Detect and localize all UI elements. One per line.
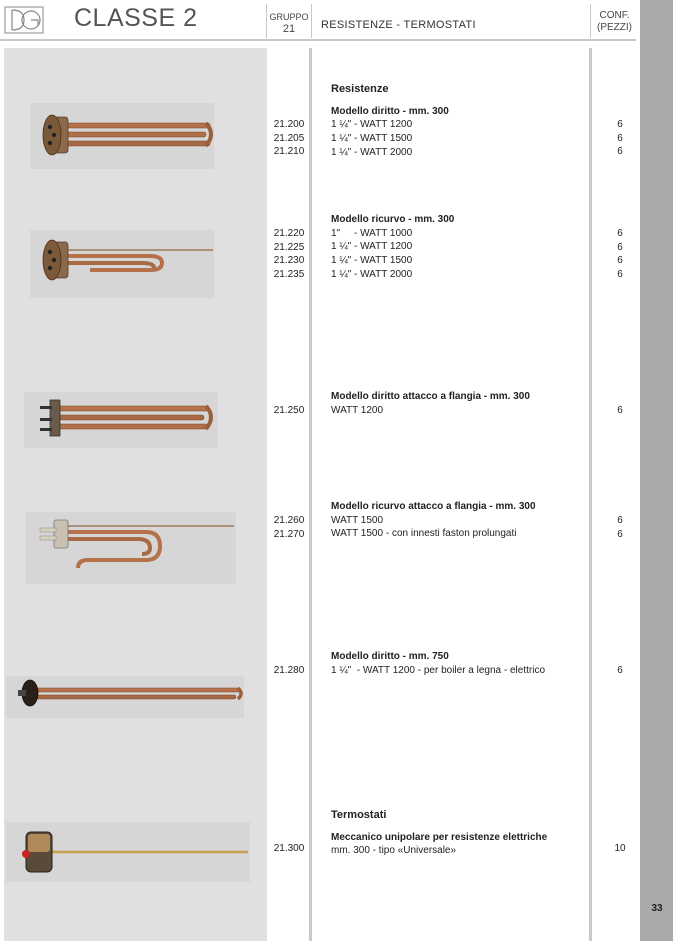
page-number: 33 xyxy=(651,903,663,914)
product-desc-1 xyxy=(331,83,449,160)
spec-line: 1 ¼" - WATT 2000 xyxy=(331,146,413,158)
spec-line: WATT 1200 xyxy=(331,404,384,416)
conf-label xyxy=(592,10,637,34)
model-title: Meccanico unipolare per resistenze elettriche xyxy=(331,831,548,843)
model-title: Modello diritto attacco a flangia - mm. 300 xyxy=(331,391,530,402)
section-heading: Termostati xyxy=(331,809,387,821)
product-codes-6 xyxy=(268,842,310,856)
qty-value: 6 xyxy=(617,119,623,130)
qty-value: 6 xyxy=(617,515,623,526)
product-desc-3 xyxy=(331,390,530,417)
spec-line: 1 ¼" - WATT 1500 xyxy=(331,255,413,267)
product-codes-5 xyxy=(268,664,310,678)
product-code: 21.225 xyxy=(273,241,305,253)
qty-group-3 xyxy=(596,404,644,418)
product-codes-2 xyxy=(268,227,310,282)
conf-label-line2: (PEZZI) xyxy=(597,22,632,33)
product-desc-2 xyxy=(331,213,454,282)
model-title: Modello ricurvo attacco a flangia - mm. 300 xyxy=(331,501,536,512)
product-codes-1 xyxy=(268,118,310,159)
spec-line: WATT 1500 - con innesti faston prolungati xyxy=(331,528,517,540)
product-desc-5 xyxy=(331,650,545,677)
thermostat-photo xyxy=(6,822,250,882)
product-codes-4 xyxy=(268,514,310,541)
qty-group-1 xyxy=(596,118,644,159)
heating-element-photo xyxy=(30,230,214,298)
product-code: 21.300 xyxy=(273,843,305,854)
product-desc-6 xyxy=(331,809,547,858)
qty-value: 6 xyxy=(617,228,623,239)
column-divider xyxy=(589,48,592,941)
heating-element-photo xyxy=(24,392,218,448)
qty-value: 6 xyxy=(617,405,623,416)
logo-icon xyxy=(4,6,44,34)
heating-element-photo xyxy=(6,676,244,718)
header-rule xyxy=(0,39,636,41)
image-column xyxy=(4,48,267,941)
product-code: 21.270 xyxy=(273,528,305,540)
class-title: CLASSE 2 xyxy=(74,4,198,32)
conf-label-line1: CONF. xyxy=(599,10,630,21)
heating-element-photo xyxy=(30,103,214,169)
qty-value: 10 xyxy=(614,843,626,854)
spec-line: 1 ¼" - WATT 1500 xyxy=(331,133,413,145)
section-heading: Resistenze xyxy=(331,83,389,95)
product-code: 21.260 xyxy=(273,515,305,526)
spec-line: 1 ¼" - WATT 1200 xyxy=(331,119,413,131)
column-divider xyxy=(309,48,312,941)
product-desc-4 xyxy=(331,500,536,541)
qty-group-2 xyxy=(596,227,644,282)
qty-value: 6 xyxy=(617,146,623,158)
product-code: 21.280 xyxy=(273,665,305,676)
qty-group-4 xyxy=(596,514,644,541)
header-divider xyxy=(266,4,267,38)
qty-value: 6 xyxy=(617,269,623,281)
gruppo-label: GRUPPO xyxy=(269,12,309,22)
gruppo-number: 21 xyxy=(282,23,296,35)
header-divider xyxy=(590,4,591,38)
header-divider xyxy=(311,4,312,38)
product-code: 21.205 xyxy=(273,132,305,144)
spec-line: WATT 1500 xyxy=(331,514,384,526)
qty-value: 6 xyxy=(617,255,623,267)
model-title: Modello diritto - mm. 750 xyxy=(331,651,449,662)
product-code: 21.220 xyxy=(273,228,305,239)
heating-element-photo xyxy=(26,512,236,584)
spec-line: mm. 300 - tipo «Universale» xyxy=(331,845,457,857)
product-code: 21.235 xyxy=(273,269,305,281)
qty-group-5 xyxy=(596,664,644,678)
spec-line: 1 ¼" - WATT 1200 xyxy=(331,241,413,253)
spec-line: 1 ¼" - WATT 1200 - per boiler a legna - elettrico xyxy=(331,664,546,676)
qty-group-6 xyxy=(596,842,644,856)
spec-line: 1 ¼" - WATT 2000 xyxy=(331,268,413,280)
qty-value: 6 xyxy=(617,665,623,676)
product-code: 21.200 xyxy=(273,119,305,130)
section-title: RESISTENZE - TERMOSTATI xyxy=(321,19,476,31)
product-code: 21.210 xyxy=(273,146,305,158)
spec-line: 1" - WATT 1000 xyxy=(331,227,413,239)
qty-value: 6 xyxy=(617,132,623,144)
model-title: Modello ricurvo - mm. 300 xyxy=(331,214,455,225)
qty-value: 6 xyxy=(617,241,623,253)
product-code: 21.250 xyxy=(273,405,305,416)
qty-value: 6 xyxy=(617,528,623,540)
side-band xyxy=(640,0,673,941)
model-title: Modello diritto - mm. 300 xyxy=(331,105,449,117)
product-code: 21.230 xyxy=(273,255,305,267)
product-codes-3 xyxy=(268,404,310,418)
